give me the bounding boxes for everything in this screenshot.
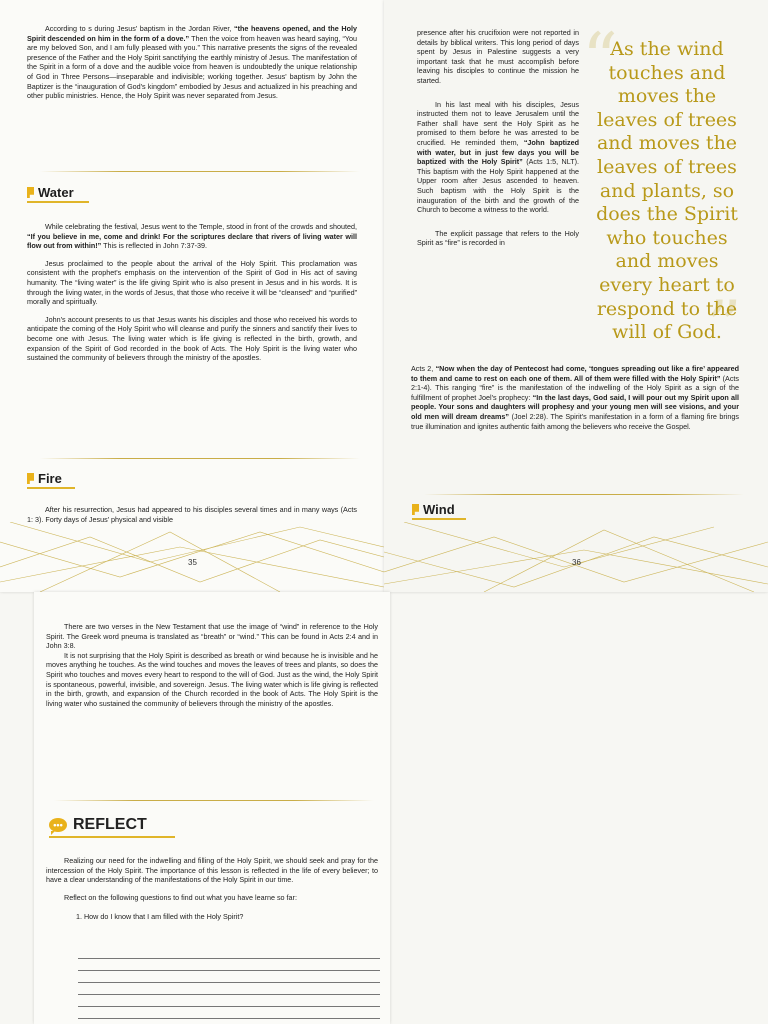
bookmark-flag-icon — [27, 187, 34, 198]
bookmark-flag-icon — [412, 504, 419, 515]
answer-line[interactable] — [78, 982, 380, 983]
section-divider — [40, 171, 360, 172]
bookmark-flag-icon — [27, 473, 34, 484]
speech-bubble-icon: ••• — [49, 818, 67, 832]
intro-paragraph: According to s during Jesus' baptism in the Jordan River, “the heavens opened, and the Holy Spirit descended on him in the form of a dove.” Then the voice from heaven was heard saying, “You are my beloved Son, and I am fully pleased with you.” This narrative presents the signs of the revealed presence of the Father and the Holy Spirit sanctifying the earthly ministry of Jesus. The manifestation of the Spirit in a form of a dove and the audible voice from heaven is undoubtedly the unique relationship of God in Three Persons—inseparable and indivisible; working together. Jesus' baptism by John the Baptizer is the “inauguration of God's kingdom” embodied by Jesus and actualized in his preaching and other public ministries. Hence, the Holy Spirit was never separated from Jesus. — [27, 24, 357, 101]
question-1: 1. How do I know that I am filled with the Holy Spirit? — [76, 912, 244, 922]
pull-quote: As the wind touches and moves the leaves of trees and moves the leaves of trees and plants, so does the Spirit who touches and moves every heart to respond to the will of God. — [596, 38, 738, 344]
page-number: 36 — [572, 558, 581, 567]
reflect-body: Realizing our need for the indwelling and filling of the Holy Spirit, we should seek and pray for the intercession of the Holy Spirit. The importance of this lesson is reflected in the life of every believer; to have a clear understanding of the manifestations of the Holy Spirit in our time. Reflect on the following questions to find out what you have learne so far: 1. How do I know that I am filled with the Holy Spirit? — [46, 856, 378, 922]
answer-line[interactable] — [78, 970, 380, 971]
answer-line[interactable] — [78, 994, 380, 995]
reflect-heading: ••• REFLECT — [49, 816, 147, 834]
heading-underline — [27, 487, 75, 489]
heading-underline — [49, 836, 175, 838]
wind-heading: Wind — [412, 502, 455, 517]
page-37 — [34, 592, 390, 1024]
heading-underline — [27, 201, 89, 203]
answer-line[interactable] — [78, 1006, 380, 1007]
water-heading: Water — [27, 185, 74, 200]
fire-continuation: Acts 2, “Now when the day of Pentecost had come, ‘tongues spreading out like a fire’ appeared to them and came to rest on each one of them. All of them were filled with the Holy Spirit” (Acts 2:1-4). This ranging “fire” is the manifestation of the indwelling of the Holy Spirit as a sign of the fulfillment of prophet Joel's prophecy: “In the last days, God said, I will pour out my Spirit upon all people. Your sons and daughters will prophesy and your young men will see visions, and your old men will dream dreams” (Joel 2:28). The Spirit's manifestation in a form of a flaming fire brings true illumination and ignites authentic faith among the believers who receive the Gospel. — [411, 364, 740, 431]
section-divider — [54, 800, 374, 801]
decorative-line-pattern — [384, 522, 768, 592]
column-text: presence after his crucifixion were not reported in details by biblical writers. This long period of days spent by Jesus in Palestine suggests a very important task that he must accomplish before leaving his disciples to continue the mission he started. In his last meal with his disciples, Jesus instructed them not to leave Jerusalem until the Father shall have sent the Holy Spirit as he promised to them before he was arrested to be crucified. He reminded them, “John baptized with water, but in just few days you will be baptized with the Holy Spirit” (Acts 1:5, NLT). This baptism with the Holy Spirit happened at the Upper room after Jesus ascended to heaven. Such baptism with the Holy Spirit is the inauguration of the birth and the growth of the Church to become a witness to the world. The explicit passage that refers to the Holy Spirit as “fire” is recorded in — [417, 28, 579, 248]
close-quote-mark: ” — [706, 286, 742, 368]
page-35 — [0, 0, 384, 592]
fire-heading: Fire — [27, 471, 62, 486]
answer-line[interactable] — [78, 1018, 380, 1019]
page-number: 35 — [188, 558, 197, 567]
heading-underline — [412, 518, 466, 520]
water-body: While celebrating the festival, Jesus went to the Temple, stood in front of the crowds and shouted, “If you believe in me, come and drink! For the scriptures declare that rivers of living water will flow out from within!” This is reflected in John 7:37-39. Jesus proclaimed to the people about the arrival of the Holy Spirit. This proclamation was consistent with the prophet's emphasis on the intervention of the Spirit of God in His act of saving humanity. The “living water” is the life giving Spirit who is also present in Jesus and in his words. It is through the living water, in the words of Jesus, that those who receive it will be “cleansed” and “purified” morally and spiritually. John's account presents to us that Jesus wants his disciples and those who received his words to anticipate the coming of the Holy Spirit who will cleanse and purify the sinners and sanctify their lives to become one with Jesus. The living water which is life giving is reflected in the birth, growth, and expansion of the Spirit of God recorded in the book of Acts. The Holy Spirit is the living water who sustained the community of believers through the ministry of the apostles. — [27, 222, 357, 363]
wind-body: There are two verses in the New Testament that use the image of “wind” in reference to the Holy Spirit. The Greek word pneuma is translated as “breath” or “wind.” This can be found in Acts 2:4 and in John 3:8. It is not surprising that the Holy Spirit is described as breath or wind because he is invisible and he moves anything he touches. As the wind touches and moves the leaves of trees and plants, so does the Spirit who touches and moves every heart to respond to the will of God. Just as the wind, the Holy Spirit is spontaneous, powerful, invisible, and sovereign. Jesus. The living water which is life giving is reflected in the birth, growth, and expansion of the Church recorded in the book of Acts. The Holy Spirit is the living water who sustained the community of believers through the ministry of the apostles. — [46, 622, 378, 708]
section-divider — [40, 458, 360, 459]
fire-body: After his resurrection, Jesus had appeared to his disciples several times and in many ways (Acts 1: 3). Forty days of Jesus' physical and visible — [27, 505, 357, 524]
open-quote-mark: “ — [582, 18, 618, 100]
section-divider — [424, 494, 744, 495]
answer-line[interactable] — [78, 958, 380, 959]
decorative-line-pattern — [0, 522, 384, 592]
